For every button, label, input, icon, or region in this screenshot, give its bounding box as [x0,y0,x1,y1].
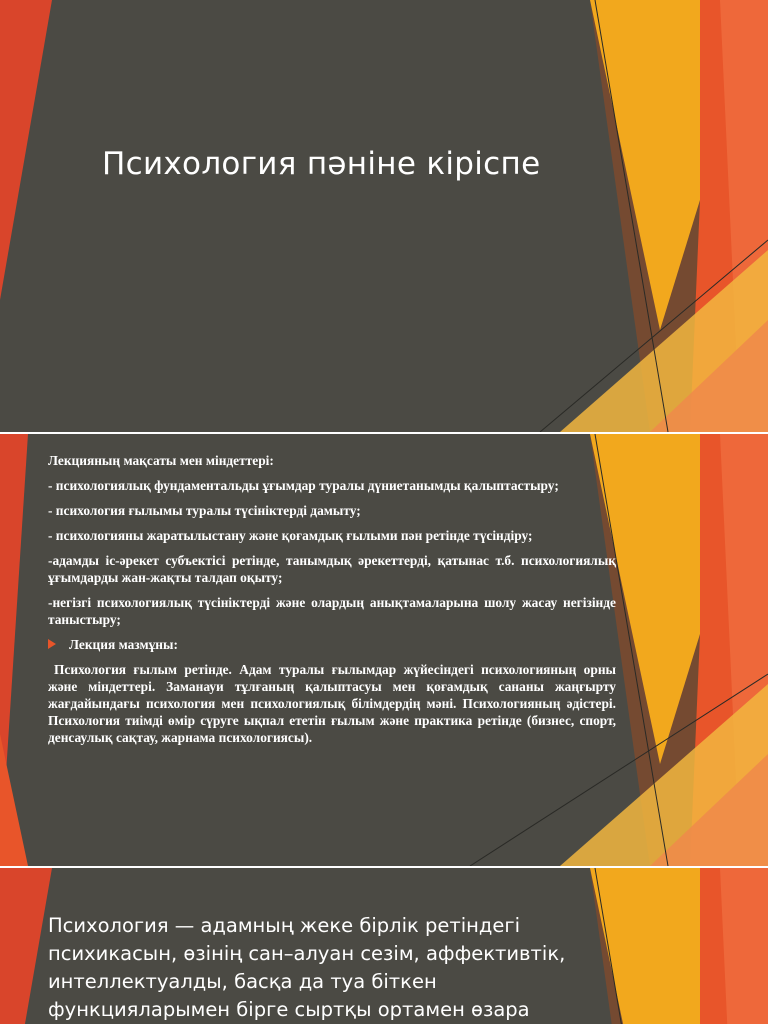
lecture-slide [0,434,768,866]
triangle-bullet-icon [48,639,56,649]
goal-item: - психологияны жаратылыстану және қоғамдық ғылыми пән ретінде түсіндіру; [48,528,533,543]
slide-decoration [0,0,768,432]
slide-title: Психология пәніне кіріспе [102,146,541,182]
definition-text: Психология — адамның жеке бірлік ретіндегі психикасын, өзінің сан–алуан сезім, аффективтік, интеллектуалды, басқа да туа біткен функцияларымен бірге сыртқы ортамен өзара [48,914,566,1021]
content-heading: Лекция мазмұны: [69,637,178,652]
goal-item: - психология ғылымы туралы түсініктерді дамыту; [48,503,361,518]
goal-item: -негізгі психологиялық түсініктерді және олардың анықтамаларына шолу жасау негізінде таныстыру; [48,595,616,627]
goals-heading: Лекцияның мақсаты мен міндеттері: [48,453,274,468]
content-heading-row [48,636,616,653]
content-paragraph: Психология ғылым ретінде. Адам туралы ғылымдар жүйесіндегі психологияның орны және міндеттері. Заманауи тұлғаның қалыптасуы мен қоғамдық сананы жаңғырту жағдайындағы психология мен психологиялық білімдердің мәні. Психологияның әдістері. Психология тиімді өмір сүруге ықпал ететін ғылым және практика ретінде (бизнес, спорт, денсаулық сақтау, жарнама психологиясы). [48,662,616,745]
title-slide [0,0,768,432]
definition-slide [0,868,768,1024]
lecture-content [48,452,616,754]
goal-item: -адамды іс-әрекет субъектісі ретінде, танымдық әрекеттерді, қатынас т.б. психологиялық ұғымдарды жан-жақты талдап оқыту; [48,553,616,585]
goal-item: - психологиялық фундаментальды ұғымдар туралы дүниетанымды қалыптастыру; [48,478,559,493]
